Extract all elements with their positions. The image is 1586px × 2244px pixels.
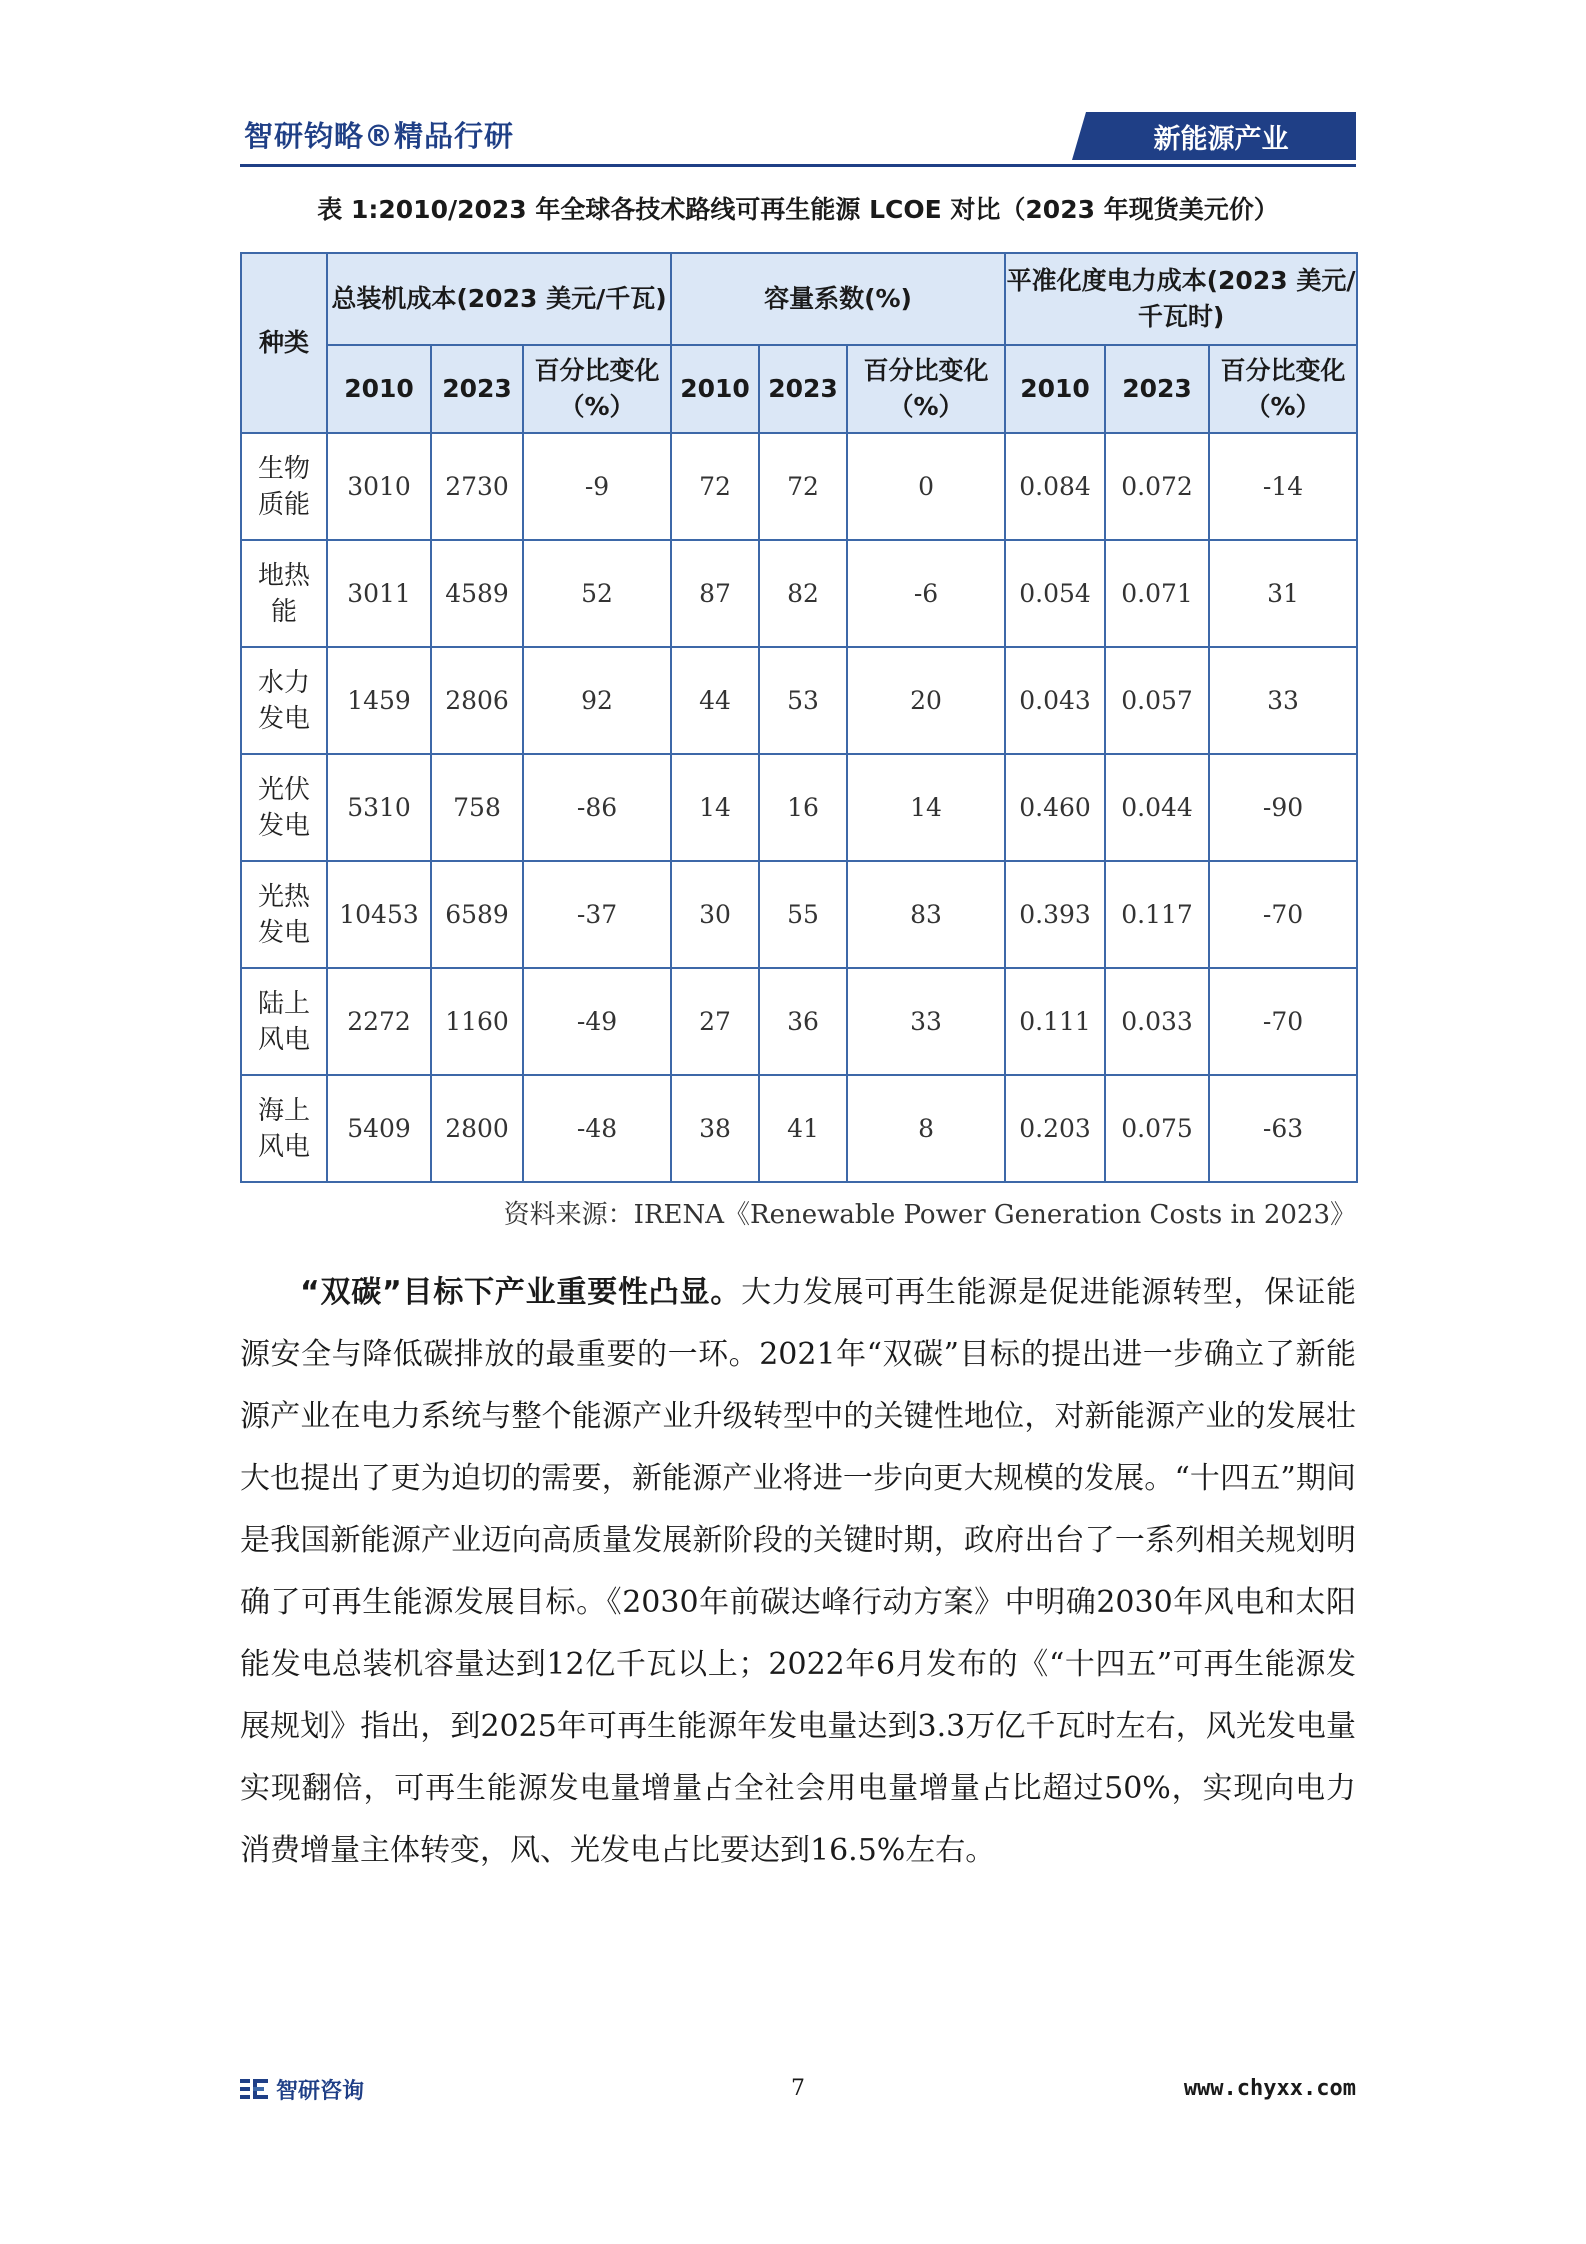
table-cell: 10453 (327, 861, 431, 968)
sub-header: 2023 (1105, 345, 1209, 433)
row-kind: 生物 质能 (241, 433, 327, 540)
row-kind: 光热 发电 (241, 861, 327, 968)
table-cell: 2806 (431, 647, 523, 754)
table-cell: 52 (523, 540, 671, 647)
table-cell: 5310 (327, 754, 431, 861)
section-tag: 新能源产业 (1086, 112, 1356, 160)
table-row (241, 861, 1357, 968)
sub-header: 2023 (431, 345, 523, 433)
table-cell: -6 (847, 540, 1005, 647)
table-cell: 1459 (327, 647, 431, 754)
table-cell: 0.043 (1005, 647, 1105, 754)
table-row (241, 1075, 1357, 1182)
table-cell: 6589 (431, 861, 523, 968)
sub-header: 百分比变化（%） (847, 345, 1005, 433)
brand-title: 智研钧略®精品行研 (244, 119, 515, 153)
table-cell: -90 (1209, 754, 1357, 861)
group-header-cost: 总装机成本(2023 美元/千瓦) (327, 253, 671, 345)
table-cell: 5409 (327, 1075, 431, 1182)
table-cell: 0.203 (1005, 1075, 1105, 1182)
table-cell: 0 (847, 433, 1005, 540)
table-cell: 41 (759, 1075, 847, 1182)
table-cell: 16 (759, 754, 847, 861)
lcoe-table (240, 252, 1358, 1183)
table-cell: 72 (759, 433, 847, 540)
table-cell: 0.054 (1005, 540, 1105, 647)
table-cell: 83 (847, 861, 1005, 968)
paragraph-text: 大力发展可再生能源是促进能源转型，保证能源安全与降低碳排放的最重要的一环。2021年“双碳”目标的提出进一步确立了新能源产业在电力系统与整个能源产业升级转型中的关键性地位，对新能源产业的发展壮大也提出了更为迫切的需要，新能源产业将进一步向更大规模的发展。“十四五”期间是我国新能源产业迈向高质量发展新阶段的关键时期，政府出台了一系列相关规划明确了可再生能源发展目标。《2030年前碳达峰行动方案》中明确2030年风电和太阳能发电总装机容量达到12亿千瓦以上；2022年6月发布的《“十四五”可再生能源发展规划》指出，到2025年可再生能源年发电量达到3.3万亿千瓦时左右，风光发电量实现翻倍，可再生能源发电量增量占全社会用电量增量占比超过50%，实现向电力消费增量主体转变，风、光发电占比要达到16.5%左右。 (240, 1275, 1356, 1868)
table-cell: 2800 (431, 1075, 523, 1182)
table-cell: 44 (671, 647, 759, 754)
table-cell: 53 (759, 647, 847, 754)
table-cell: 0.072 (1105, 433, 1209, 540)
table-cell: -70 (1209, 861, 1357, 968)
sub-header: 百分比变化（%） (1209, 345, 1357, 433)
table-cell: 3010 (327, 433, 431, 540)
page-footer (240, 2070, 1356, 2110)
footer-website: www.chyxx.com (1183, 2076, 1356, 2101)
kind-header: 种类 (241, 253, 327, 433)
table-cell: 2730 (431, 433, 523, 540)
table-cell: 0.111 (1005, 968, 1105, 1075)
table-cell: 3011 (327, 540, 431, 647)
row-kind: 地热 能 (241, 540, 327, 647)
table-cell: 72 (671, 433, 759, 540)
table-cell: -48 (523, 1075, 671, 1182)
row-kind: 水力 发电 (241, 647, 327, 754)
table-cell: -49 (523, 968, 671, 1075)
table-cell: 0.117 (1105, 861, 1209, 968)
table-cell: 31 (1209, 540, 1357, 647)
body-paragraph (240, 1262, 1356, 1882)
table-cell: 0.075 (1105, 1075, 1209, 1182)
table-cell: -9 (523, 433, 671, 540)
table-cell: 0.460 (1005, 754, 1105, 861)
table-cell: -70 (1209, 968, 1357, 1075)
table-cell: -14 (1209, 433, 1357, 540)
page-number: 7 (791, 2076, 805, 2101)
table-row (241, 647, 1357, 754)
table-cell: 33 (847, 968, 1005, 1075)
paragraph-lead: “双碳”目标下产业重要性凸显。 (300, 1275, 742, 1310)
table-cell: 0.084 (1005, 433, 1105, 540)
table-cell: 758 (431, 754, 523, 861)
table-cell: 0.044 (1105, 754, 1209, 861)
table-cell: 87 (671, 540, 759, 647)
table-cell: -86 (523, 754, 671, 861)
header-rule (240, 164, 1356, 167)
table-cell: 8 (847, 1075, 1005, 1182)
table-cell: 20 (847, 647, 1005, 754)
table-cell: 38 (671, 1075, 759, 1182)
group-header-lcoe: 平准化度电力成本(2023 美元/千瓦时) (1005, 253, 1357, 345)
table-cell: 0.071 (1105, 540, 1209, 647)
table-cell: 36 (759, 968, 847, 1075)
table-row (241, 540, 1357, 647)
footer-logo-text: 智研咨询 (276, 2079, 365, 2104)
page-header (240, 108, 1356, 164)
table-cell: 14 (671, 754, 759, 861)
row-kind: 光伏 发电 (241, 754, 327, 861)
table-cell: 4589 (431, 540, 523, 647)
table-row (241, 754, 1357, 861)
table-cell: 30 (671, 861, 759, 968)
sub-header: 百分比变化（%） (523, 345, 671, 433)
table-row (241, 968, 1357, 1075)
table-cell: 55 (759, 861, 847, 968)
table-cell: -37 (523, 861, 671, 968)
table-cell: 92 (523, 647, 671, 754)
table-cell: 27 (671, 968, 759, 1075)
table-cell: 0.057 (1105, 647, 1209, 754)
table-cell: 1160 (431, 968, 523, 1075)
table-cell: -63 (1209, 1075, 1357, 1182)
sub-header: 2010 (327, 345, 431, 433)
table-cell: 82 (759, 540, 847, 647)
table-cell: 33 (1209, 647, 1357, 754)
sub-header: 2010 (671, 345, 759, 433)
group-header-capacity: 容量系数(%) (671, 253, 1005, 345)
table-cell: 2272 (327, 968, 431, 1075)
row-kind: 海上 风电 (241, 1075, 327, 1182)
table-cell: 0.033 (1105, 968, 1209, 1075)
table-caption: 表 1:2010/2023 年全球各技术路线可再生能源 LCOE 对比（2023 年现货美元价） (317, 195, 1279, 224)
sub-header: 2010 (1005, 345, 1105, 433)
table-source: 资料来源：IRENA《Renewable Power Generation Costs in 2023》 (503, 1200, 1356, 1230)
sub-header: 2023 (759, 345, 847, 433)
row-kind: 陆上 风电 (241, 968, 327, 1075)
table-cell: 0.393 (1005, 861, 1105, 968)
table-cell: 14 (847, 754, 1005, 861)
table-row (241, 433, 1357, 540)
